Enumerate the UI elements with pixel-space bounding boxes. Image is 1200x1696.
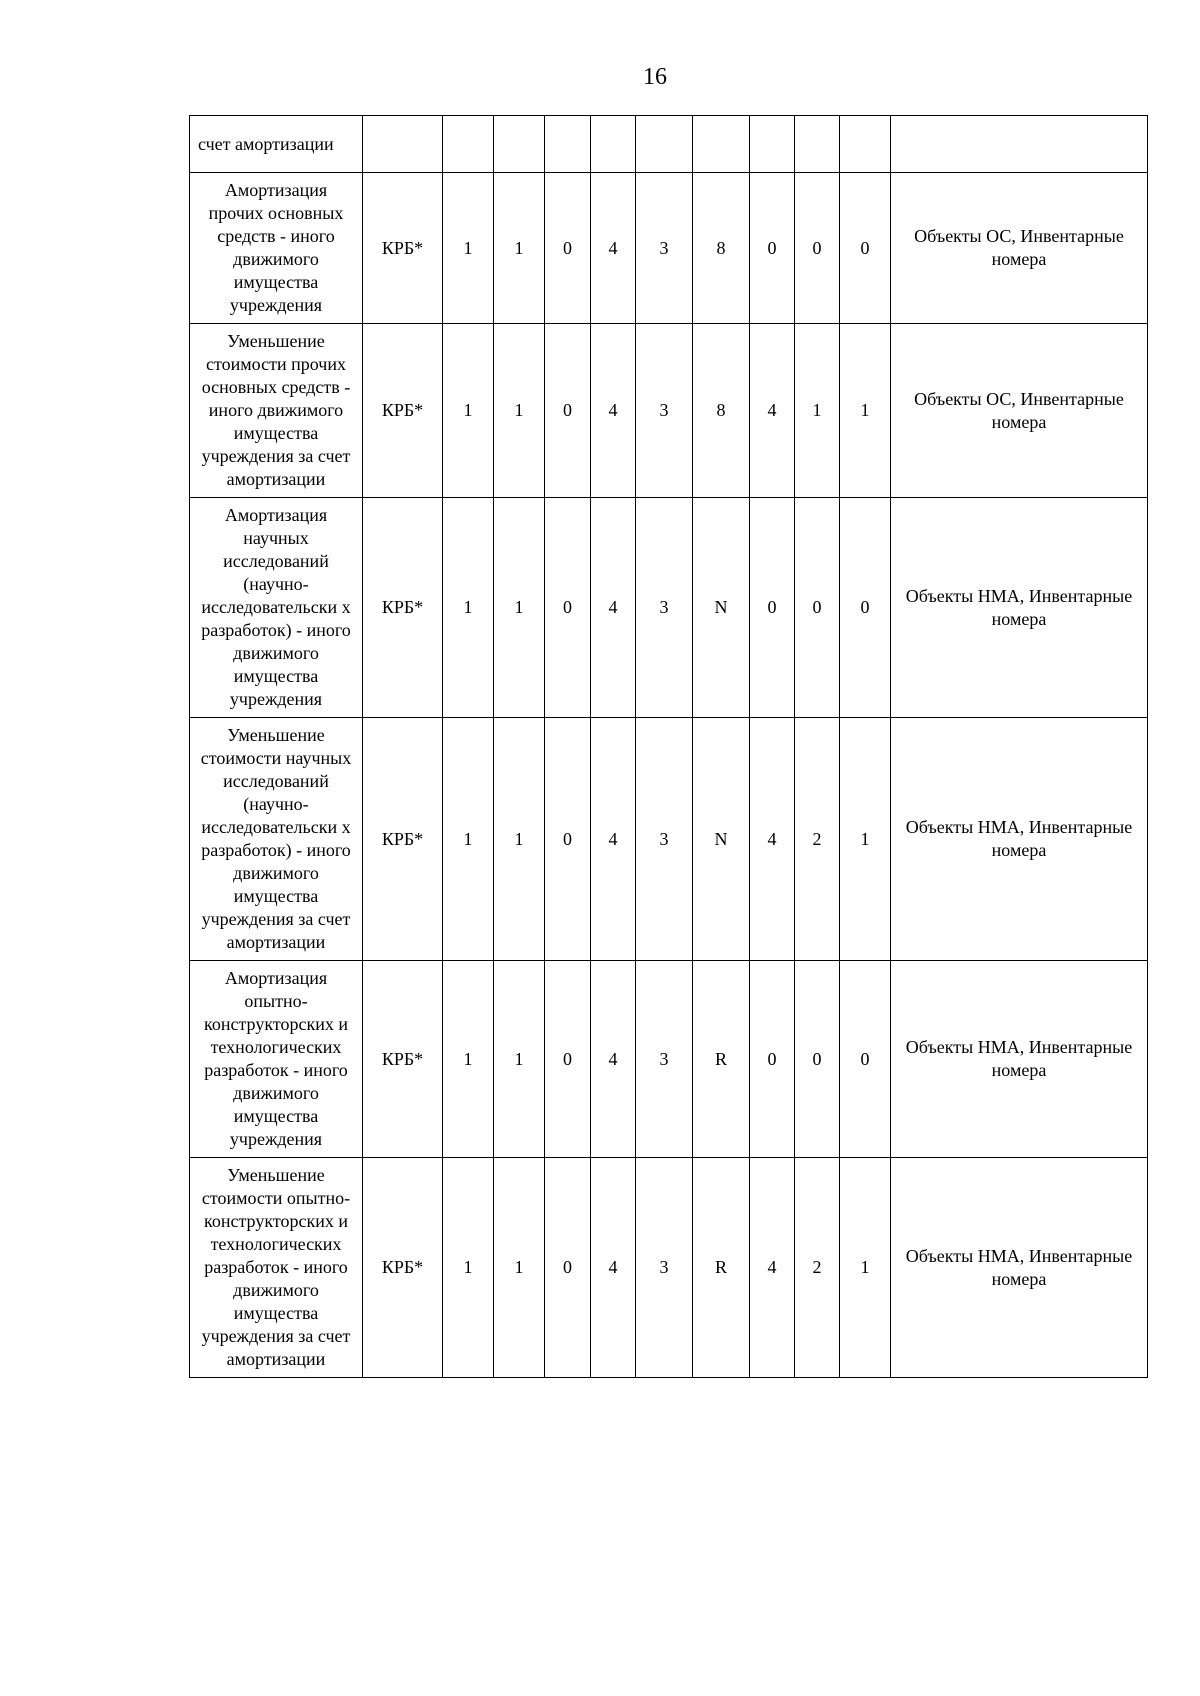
account-digit: 3 (636, 498, 693, 718)
account-digit: 4 (591, 324, 636, 498)
account-code: КРБ* (363, 173, 443, 324)
account-digit: 0 (545, 1158, 591, 1378)
account-digit: 1 (443, 961, 494, 1158)
accounts-table (189, 115, 1148, 1378)
table-row (190, 1158, 1148, 1378)
account-digit: R (693, 961, 750, 1158)
account-code: КРБ* (363, 718, 443, 961)
account-digit: 8 (693, 324, 750, 498)
account-digit: 3 (636, 324, 693, 498)
account-digit: N (693, 498, 750, 718)
account-digit: 1 (443, 718, 494, 961)
account-digit: 1 (840, 718, 891, 961)
account-digit: 0 (840, 173, 891, 324)
analytics-cell: Объекты НМА, Инвентарные номера (891, 718, 1148, 961)
account-name: Уменьшение стоимости научных исследований (научно-исследовательски х разработок) - иного движимого имущества учреждения за счет амортизации (190, 718, 363, 961)
account-digit: 1 (795, 324, 840, 498)
account-digit: 1 (494, 718, 545, 961)
account-code: КРБ* (363, 1158, 443, 1378)
account-name: Амортизация прочих основных средств - иного движимого имущества учреждения (190, 173, 363, 324)
account-digit: 1 (443, 173, 494, 324)
account-digit: 0 (545, 173, 591, 324)
analytics-cell: Объекты НМА, Инвентарные номера (891, 961, 1148, 1158)
account-digit: 1 (494, 498, 545, 718)
account-digit (494, 116, 545, 173)
table-row (190, 498, 1148, 718)
account-digit: 2 (795, 1158, 840, 1378)
account-digit (591, 116, 636, 173)
account-name: счет амортизации (190, 116, 363, 173)
account-digit: 1 (840, 324, 891, 498)
account-digit: 0 (545, 498, 591, 718)
account-digit: 2 (795, 718, 840, 961)
account-digit: 4 (591, 1158, 636, 1378)
account-code: КРБ* (363, 324, 443, 498)
table-row (190, 324, 1148, 498)
account-digit (840, 116, 891, 173)
analytics-cell: Объекты ОС, Инвентарные номера (891, 173, 1148, 324)
account-digit (443, 116, 494, 173)
account-digit (693, 116, 750, 173)
table-row (190, 173, 1148, 324)
account-digit: N (693, 718, 750, 961)
account-digit: 4 (591, 173, 636, 324)
account-name: Уменьшение стоимости прочих основных средств - иного движимого имущества учреждения за счет амортизации (190, 324, 363, 498)
table-row (190, 718, 1148, 961)
analytics-cell: Объекты ОС, Инвентарные номера (891, 324, 1148, 498)
account-digit: 1 (840, 1158, 891, 1378)
account-digit: 0 (795, 498, 840, 718)
account-digit: 4 (591, 498, 636, 718)
account-name: Амортизация опытно-конструкторских и технологических разработок - иного движимого имущества учреждения (190, 961, 363, 1158)
account-digit: R (693, 1158, 750, 1378)
account-digit: 8 (693, 173, 750, 324)
account-digit: 0 (795, 961, 840, 1158)
account-digit: 3 (636, 173, 693, 324)
account-digit: 1 (494, 173, 545, 324)
account-digit: 1 (494, 1158, 545, 1378)
account-digit: 0 (545, 718, 591, 961)
analytics-cell: Объекты НМА, Инвентарные номера (891, 1158, 1148, 1378)
account-digit: 1 (494, 324, 545, 498)
account-code: КРБ* (363, 498, 443, 718)
account-digit: 0 (840, 961, 891, 1158)
account-digit: 1 (494, 961, 545, 1158)
account-digit: 1 (443, 498, 494, 718)
account-digit: 0 (840, 498, 891, 718)
account-digit: 4 (750, 1158, 795, 1378)
account-digit: 1 (443, 1158, 494, 1378)
account-digit: 3 (636, 718, 693, 961)
table-row (190, 116, 1148, 173)
account-code (363, 116, 443, 173)
account-digit: 3 (636, 961, 693, 1158)
account-digit (795, 116, 840, 173)
account-digit: 0 (750, 961, 795, 1158)
table-row (190, 961, 1148, 1158)
page-number: 16 (643, 64, 667, 90)
account-digit: 4 (750, 718, 795, 961)
account-digit: 0 (545, 324, 591, 498)
account-digit: 1 (443, 324, 494, 498)
account-digit: 0 (750, 498, 795, 718)
analytics-cell: Объекты НМА, Инвентарные номера (891, 498, 1148, 718)
account-name: Уменьшение стоимости опытно-конструкторских и технологических разработок - иного движимого имущества учреждения за счет амортизации (190, 1158, 363, 1378)
account-digit: 0 (545, 961, 591, 1158)
account-digit (545, 116, 591, 173)
account-digit (636, 116, 693, 173)
analytics-cell (891, 116, 1148, 173)
account-digit (750, 116, 795, 173)
account-digit: 0 (795, 173, 840, 324)
account-digit: 3 (636, 1158, 693, 1378)
account-digit: 4 (591, 961, 636, 1158)
account-name: Амортизация научных исследований (научно-исследовательски х разработок) - иного движимого имущества учреждения (190, 498, 363, 718)
account-code: КРБ* (363, 961, 443, 1158)
account-digit: 0 (750, 173, 795, 324)
account-digit: 4 (591, 718, 636, 961)
account-digit: 4 (750, 324, 795, 498)
